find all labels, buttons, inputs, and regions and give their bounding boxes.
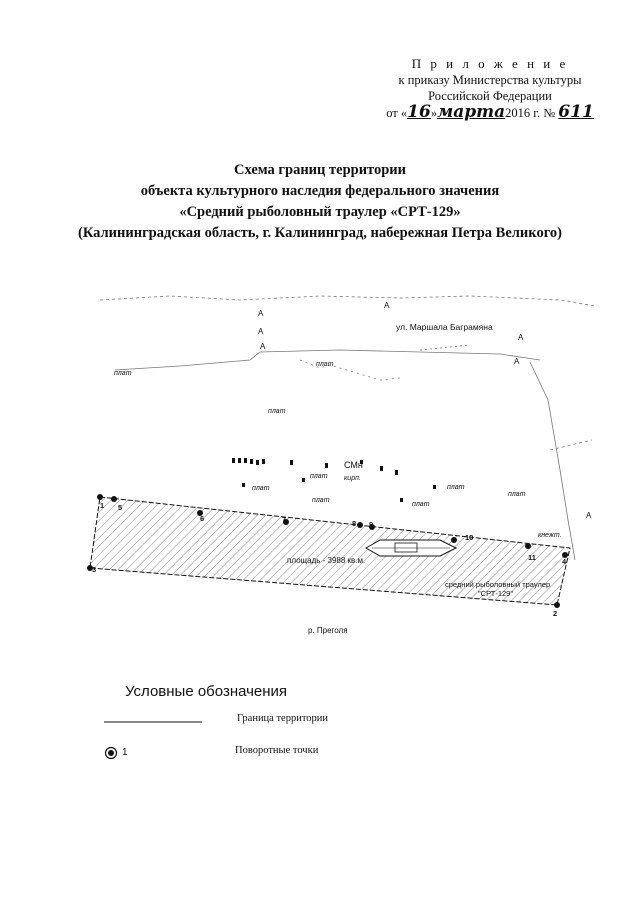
date-year: 2016 г. № <box>505 106 556 120</box>
legend-title: Условные обозначения <box>125 683 288 700</box>
a-label-7: А <box>514 357 520 366</box>
vessel-icon <box>366 540 456 556</box>
point-label-10: 10 <box>465 533 474 542</box>
a-label-4: А <box>518 333 524 342</box>
plat-label-5: плат <box>312 497 330 504</box>
point-label-6: 6 <box>200 514 205 523</box>
point-label-11: 11 <box>528 553 536 562</box>
legend-boundary-line-icon <box>104 712 202 724</box>
point-label-1: 1 <box>100 501 105 510</box>
point-label-4: 4 <box>562 557 567 566</box>
legend-points-label: Поворотные точки <box>235 745 319 756</box>
a-label-1: А <box>258 309 264 318</box>
point-label-8: 8 <box>352 519 357 528</box>
point-label-3: 3 <box>92 565 97 574</box>
building-marks <box>232 458 436 502</box>
plat-label-4: плат <box>252 485 270 492</box>
kirp-label: кирп. <box>344 475 361 482</box>
area-label: площадь - 3988 кв.м. <box>287 556 366 565</box>
plat-label-1: плат <box>114 370 132 377</box>
plat-label-9: плат <box>310 473 328 480</box>
plat-label-2: плат <box>316 361 334 368</box>
a-label-2: А <box>258 327 264 336</box>
legend-point-number: 1 <box>122 747 128 758</box>
date-day-handwritten: 16 <box>407 102 431 122</box>
river-label: р. Преголя <box>308 626 348 635</box>
title-line3: «Средний рыболовный траулер «СРТ-129» <box>179 204 461 220</box>
plat-label-6: плат <box>412 501 430 508</box>
legend-point-icon <box>104 746 118 760</box>
title-line4: (Калининградская область, г. Калининград, набережная Петра Великого) <box>78 225 562 241</box>
appendix-title: П р и л о ж е н и е <box>411 56 569 71</box>
title-line2: объекта культурного наследия федерального значения <box>140 183 500 199</box>
order-number-handwritten: 611 <box>558 102 594 122</box>
a-label-6: А <box>586 511 592 520</box>
a-label-3: А <box>384 301 390 310</box>
object-name-label: "СРТ-129" <box>478 589 513 598</box>
point-label-7: 7 <box>282 515 287 524</box>
point-label-5: 5 <box>118 503 123 512</box>
street-label: ул. Маршала Баграмяна <box>396 322 493 332</box>
appendix-line3: Российской Федерации <box>428 89 552 103</box>
object-label: средний рыболовный траулер <box>445 580 551 589</box>
plat-label-8: плат <box>508 491 526 498</box>
plat-label-3: плат <box>268 408 286 415</box>
date-mid: » <box>430 106 438 120</box>
date-month-handwritten: марта <box>437 102 506 122</box>
date-prefix: от « <box>386 106 408 120</box>
appendix-line2: к приказу Министерства культуры <box>398 73 582 87</box>
point-label-2: 2 <box>553 609 558 618</box>
title-line1: Схема границ территории <box>233 162 407 178</box>
kn-label: кнежт. <box>538 532 562 539</box>
point-label-9: 9 <box>369 520 374 529</box>
legend-boundary-label: Граница территории <box>237 713 329 724</box>
smn-label: СМн <box>344 460 363 470</box>
a-label-5: А <box>260 342 266 351</box>
plat-label-7: плат <box>447 484 465 491</box>
